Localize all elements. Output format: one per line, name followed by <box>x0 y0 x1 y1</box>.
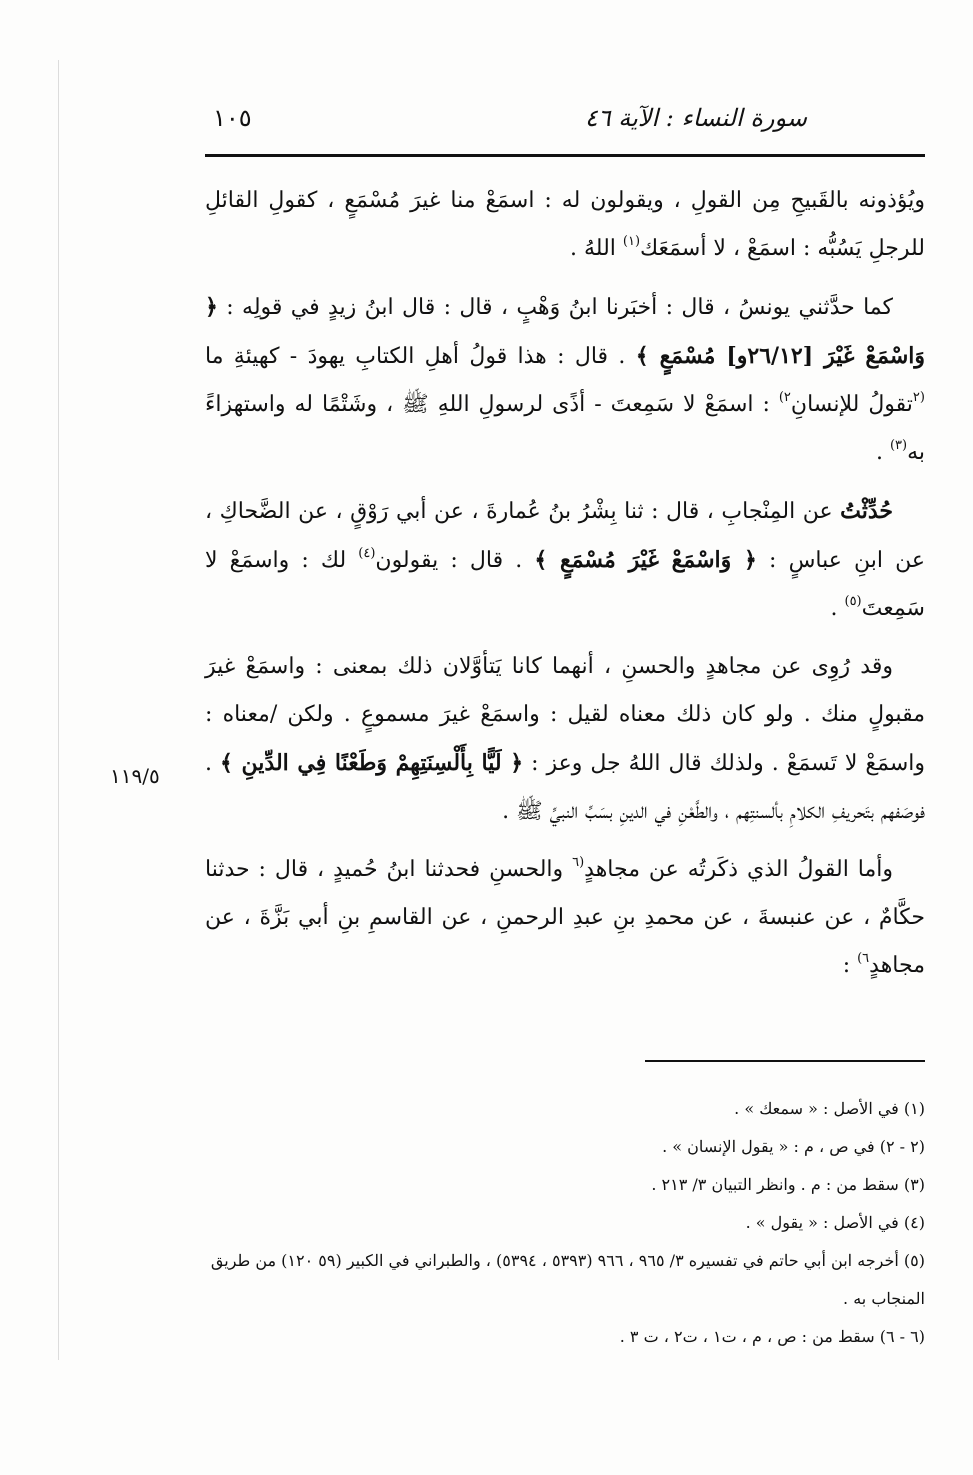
header-rule <box>205 154 925 157</box>
footnote-ref: (١) <box>622 234 641 249</box>
footnote-ref: ٦) <box>857 951 870 966</box>
paragraph-text: عن المِنْجابِ ، قال : ثنا بِشْرُ بنُ عُمارةَ ، عن أبي رَوْقٍ ، عن الضَّحاكِ ، عن ابنِ عباسٍ : <box>205 499 925 573</box>
footnote-1: (١) في الأصل : « سمعك » . <box>734 1099 925 1118</box>
running-header <box>205 100 925 146</box>
quran-verse: ﴿ وَاسْمَعْ غَيْرَ [٢٦/١٢و] مُسْمَعٍ ﴾ <box>205 294 925 369</box>
manuscript-folio-reference: ١١٩/٥ <box>110 764 160 788</box>
quran-verse: ﴿ لَيًّا بِأَلْسِنَتِهِمْ وَطَعْنًا فِي الدِّينِ ﴾ <box>219 750 524 776</box>
footnote-4: (٤) في الأصل : « يقول » . <box>745 1213 925 1232</box>
paragraph-text: . فوصَفهم بتَحريفِ الكلامِ بألسنتِهم ، والطَّعْنِ في الدينِ بسَبِّ النبيِّ ﷺ . <box>205 751 925 824</box>
paragraph-text: والحسنِ فحدثنا ابنُ حُميدٍ ، قال : حدثنا حكَّامٌ ، عن عنبسةَ ، عن محمدِ بنِ عبدِ الرحمنِ ، عن القاسمِ بنِ أبي بَزَّةَ ، عن مجاهدٍ <box>205 857 925 978</box>
footnote-ref: (٣) <box>889 438 908 453</box>
footnote-rule <box>645 1060 925 1062</box>
paragraph-text: تقولُ للإنسانِ <box>790 392 913 417</box>
paragraph-1 <box>205 177 925 273</box>
paragraph-text: . قال : يقولون <box>375 548 535 573</box>
left-margin-guide <box>58 60 59 1360</box>
paragraph-4 <box>205 643 925 836</box>
footnote-ref: (٦ <box>572 855 585 870</box>
footnote-3: (٣) سقط من : م . وانظر التبيان ٣/ ٢١٣ . <box>651 1175 925 1194</box>
paragraph-text: : اسمَعْ لا سَمِعتَ - أذًى لرسولِ اللهِ ﷺ ، وشَتْمًا له واستهزاءً به <box>205 392 925 465</box>
isnad-keyword: حُدِّثْتُ <box>840 498 893 524</box>
paragraph-text: . <box>830 596 845 621</box>
paragraph-text: وأما القولُ الذي ذكَرتُه عن مجاهدٍ <box>584 857 893 882</box>
paragraph-3 <box>205 487 925 633</box>
paragraph-text: . قال : هذا قولُ أهلِ الكتابِ يهودَ - كهيئةِ ما <box>205 344 636 369</box>
paragraph-text: ويُؤذونه بالقَبيحِ مِن القولِ ، ويقولون له : اسمَعْ منا غيرَ مُسْمَعٍ ، كقولِ القائلِ للرجلِ يَسُبُّه : اسمَعْ ، لا أسمَعَك <box>205 188 925 261</box>
footnote-ref: (٥) <box>844 594 862 609</box>
page-number: ١٠٥ <box>213 104 252 132</box>
paragraph-text: : <box>842 953 858 978</box>
paragraph-2 <box>205 283 925 477</box>
page-body <box>205 100 925 1000</box>
paragraph-text: . <box>875 440 890 465</box>
paragraph-5 <box>205 846 925 990</box>
footnote-ref: (٤) <box>358 546 376 561</box>
paragraph-text: وقد رُوِى عن مجاهدٍ والحسنِ ، أنهما كانا يَتأوَّلان ذلك بمعنى : واسمَعْ غيرَ مقبولٍ منك . ولو كان ذلك معناه لقيل : واسمَعْ غيرَ مسموعٍ . ولكن /معناه : واسمَعْ لا تَسمَعْ . ولذلك قال اللهُ جل وعز : <box>205 654 925 776</box>
paragraph-text: كما حدَّثني يونسُ ، قال : أخبَرنا ابنُ وَهْبٍ ، قال : قال ابنُ زيدٍ في قولِه : <box>217 295 893 320</box>
footnote-2: (٢ - ٢) في ص ، م : « يقول الإنسان » . <box>662 1137 925 1156</box>
footnote-5: (٥) أخرجه ابن أبي حاتم في تفسيره ٣/ ٩٦٥ ، ٩٦٦ (٥٣٩٣ ، ٥٣٩٤) ، والطبراني في الكبير (٥٩ ١٢٠) من طريق المنجاب به . <box>210 1251 925 1308</box>
running-title: سورة النساء : الآية ٤٦ <box>584 104 807 132</box>
footnote-ref: ٢) <box>778 390 791 405</box>
footnotes <box>205 1090 925 1356</box>
footnote-6: (٦ - ٦) سقط من : ص ، م ، ت١ ، ت٢ ، ت ٣ . <box>619 1327 925 1346</box>
paragraph-text: لك : واسمَعْ لا سَمِعتَ <box>205 548 925 621</box>
footnote-ref: (٢ <box>912 390 925 405</box>
paragraph-text: اللهُ . <box>570 236 623 261</box>
quran-verse: ﴿ وَاسْمَعْ غَيْرَ مُسْمَعٍ ﴾ <box>534 547 757 573</box>
